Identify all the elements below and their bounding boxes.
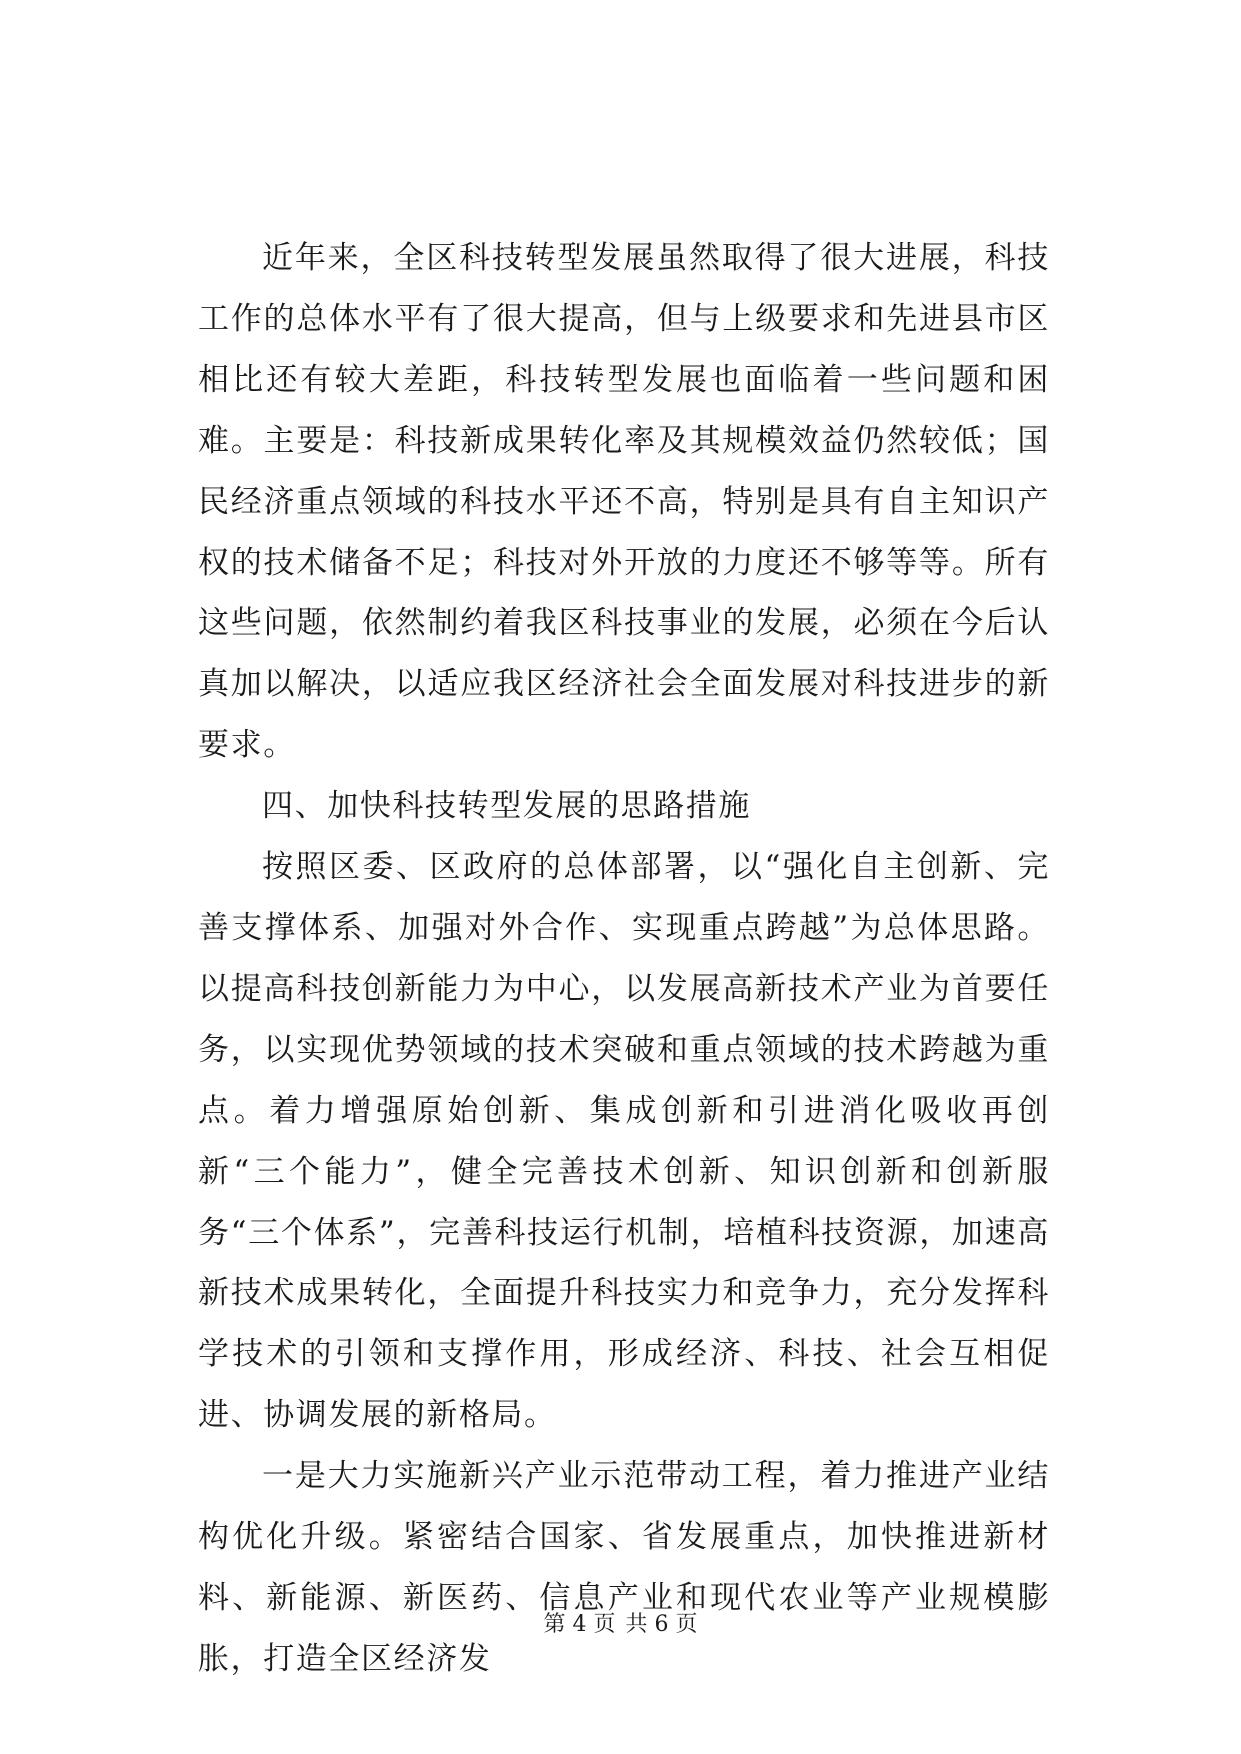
page-total: 共 6 页: [625, 1612, 698, 1637]
paragraph-measure-one: 一是大力实施新兴产业示范带动工程，着力推进产业结构优化升级。紧密结合国家、省发展重点，加快推进新材料、新能源、新医药、信息产业和现代农业等产业规模膨胀，打造全区经济发: [198, 1458, 1050, 1677]
document-body: [198, 228, 1050, 1690]
page-footer: [0, 1610, 1241, 1640]
page-number: 第 4 页: [543, 1612, 616, 1637]
section-heading: 四、加快科技转型发展的思路措施: [262, 788, 751, 825]
paragraph-challenges: 近年来，全区科技转型发展虽然取得了很大进展，科技工作的总体水平有了很大提高，但与上级要求和先进县市区相比还有较大差距，科技转型发展也面临着一些问题和困难。主要是：科技新成果转化率及其规模效益仍然较低；国民经济重点领域的科技水平还不高，特别是具有自主知识产权的技术储备不足；科技对外开放的力度还不够等等。所有这些问题，依然制约着我区科技事业的发展，必须在今后认真加以解决，以适应我区经济社会全面发展对科技进步的新要求。: [198, 240, 1050, 764]
paragraph-strategy: 按照区委、区政府的总体部署，以“强化自主创新、完善支撑体系、加强对外合作、实现重点跨越”为总体思路。以提高科技创新能力为中心，以发展高新技术产业为首要任务，以实现优势领域的技术突破和重点领域的技术跨越为重点。着力增强原始创新、集成创新和引进消化吸收再创新“三个能力”，健全完善技术创新、知识创新和创新服务“三个体系”，完善科技运行机制，培植科技资源，加速高新技术成果转化，全面提升科技实力和竞争力，充分发挥科学技术的引领和支撑作用，形成经济、科技、社会互相促进、协调发展的新格局。: [198, 849, 1050, 1434]
